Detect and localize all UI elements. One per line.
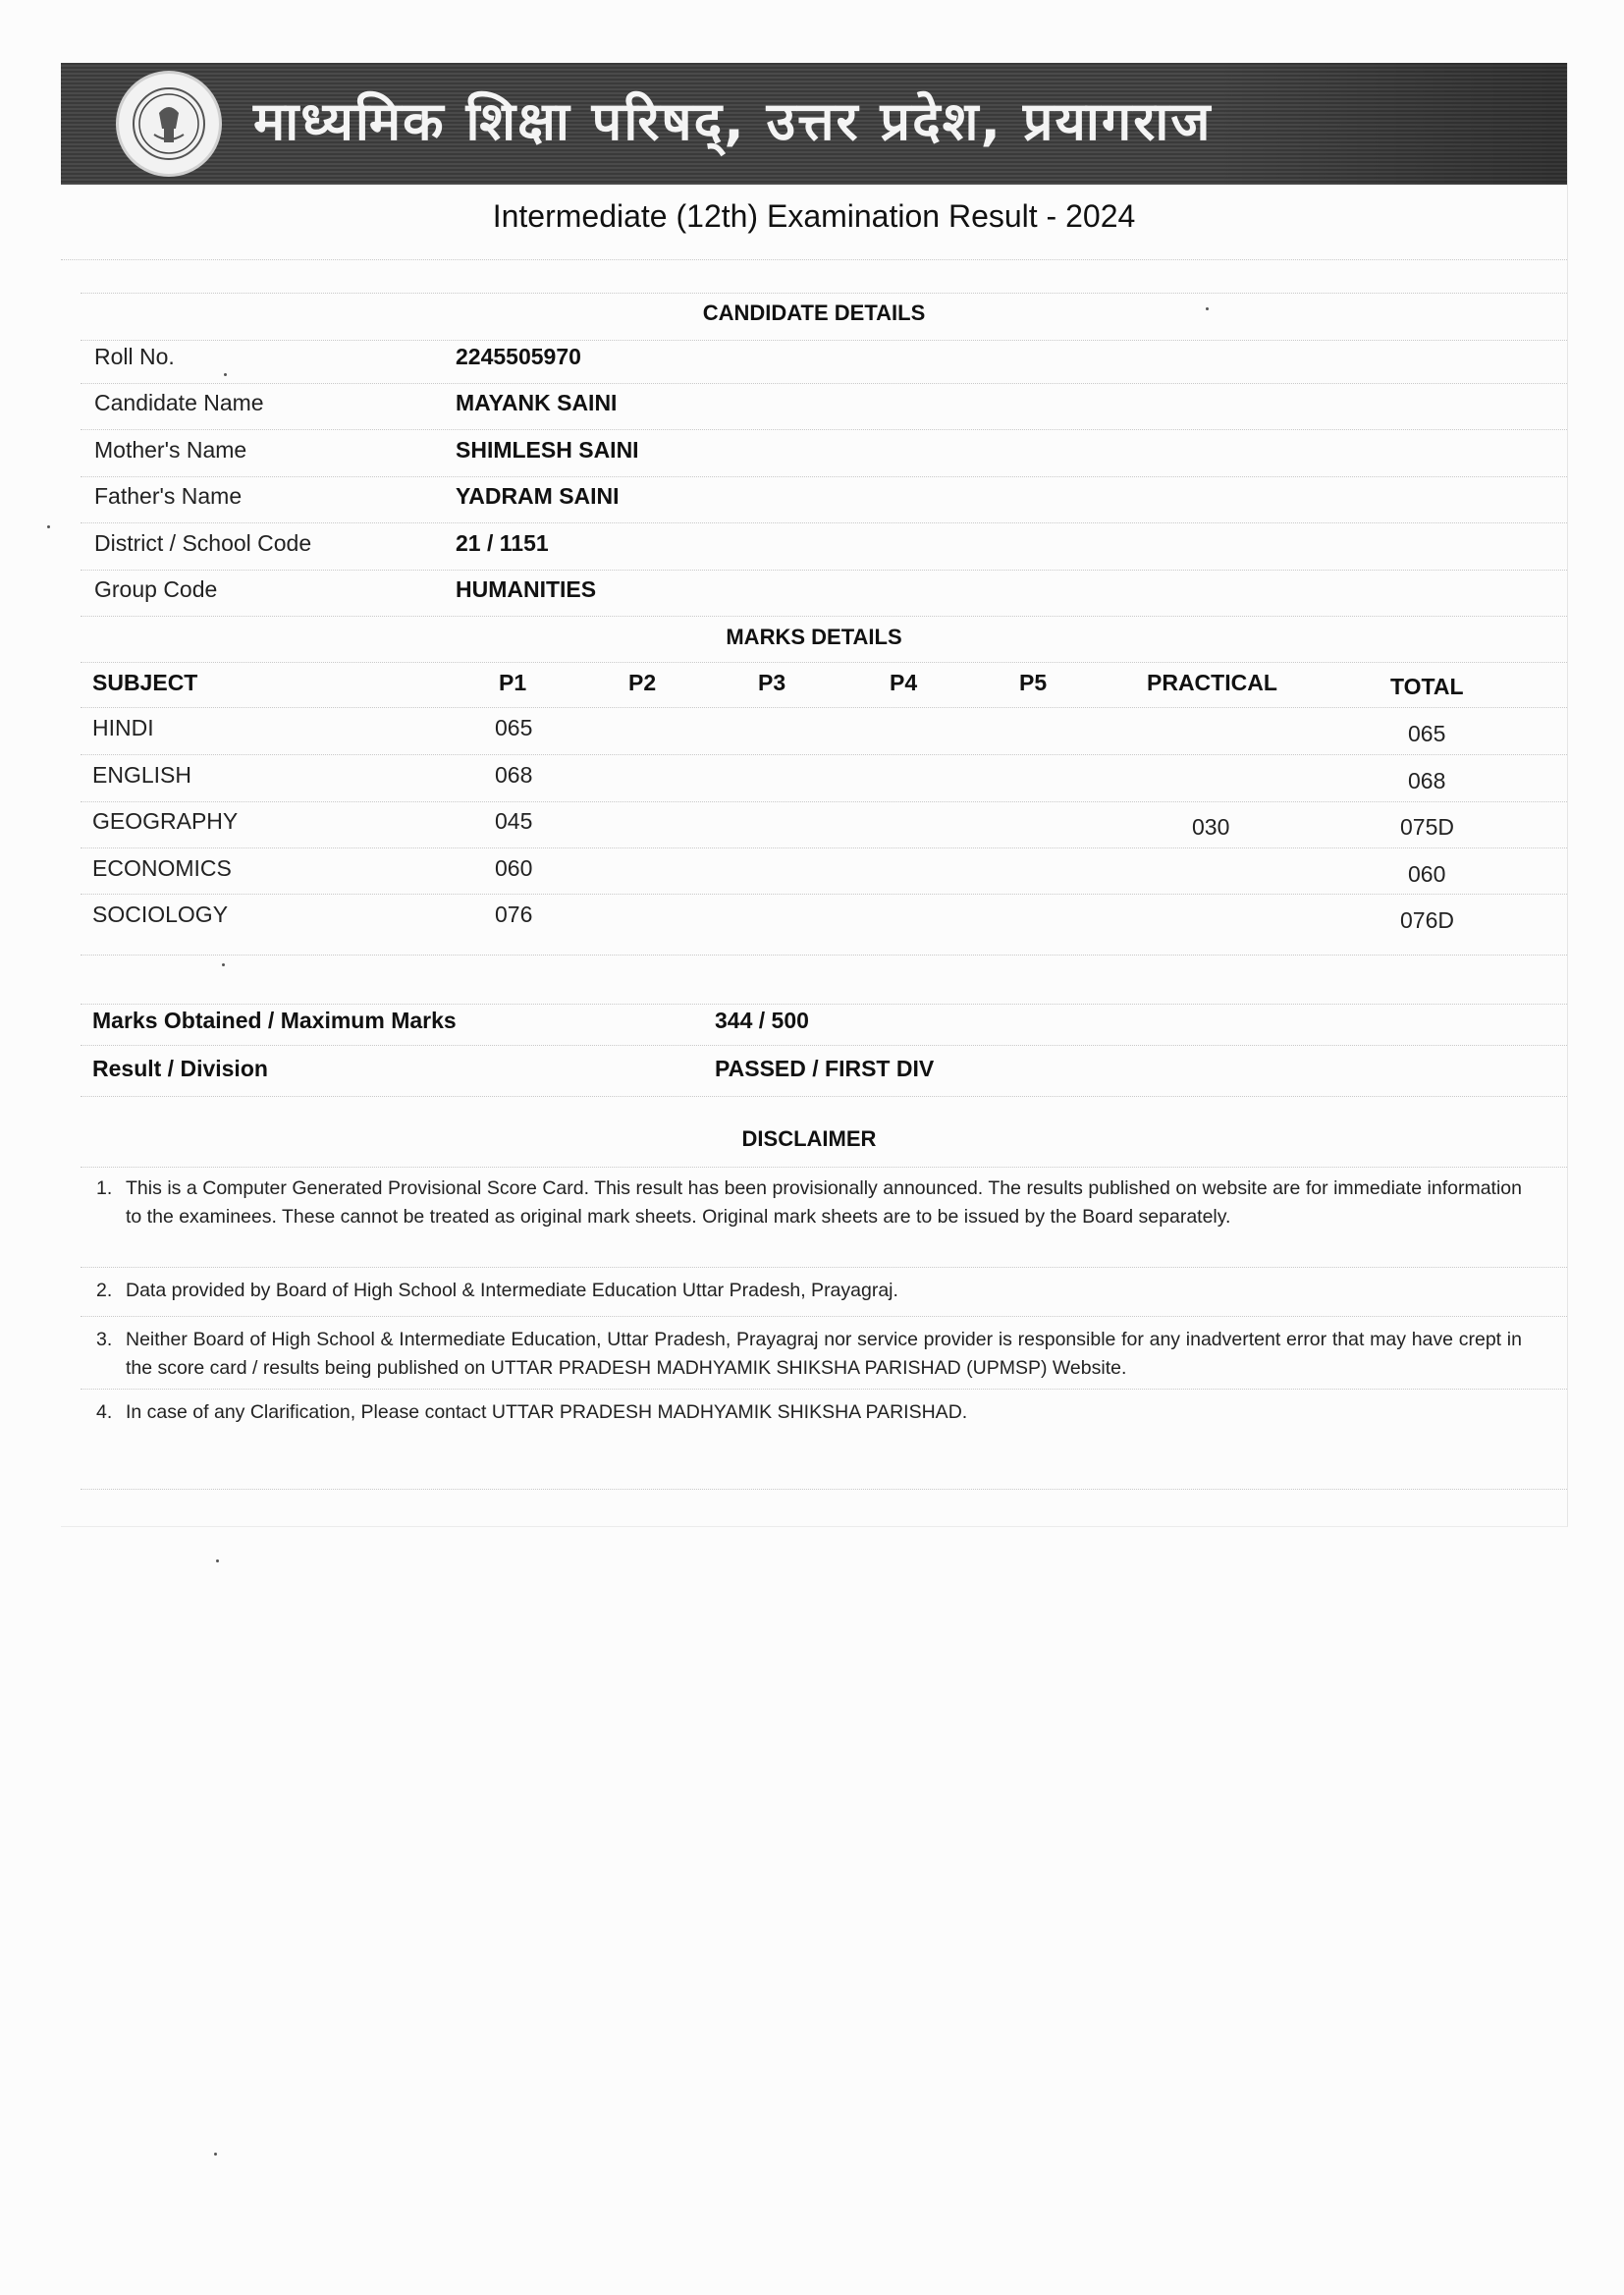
practical-cell: 030 [1192, 814, 1230, 840]
total-cell: 060 [1408, 861, 1446, 887]
subject-cell: ECONOMICS [92, 855, 232, 881]
header-banner [61, 63, 1567, 185]
col-header-p3: P3 [758, 670, 786, 695]
col-header-p2: P2 [628, 670, 657, 695]
col-header-p5: P5 [1019, 670, 1048, 695]
fathers-name-label: Father's Name [94, 483, 243, 509]
district-school-code-value: 21 / 1151 [456, 530, 549, 556]
total-cell: 076D [1400, 907, 1454, 933]
exam-title: Intermediate (12th) Examination Result - 2024 [492, 198, 1136, 234]
roll-no-label: Roll No. [94, 344, 175, 369]
scan-speck [47, 525, 50, 528]
group-code-value: HUMANITIES [456, 576, 597, 602]
mothers-name-value: SHIMLESH SAINI [456, 437, 639, 463]
col-header-p1: P1 [499, 670, 527, 695]
candidate-name-value: MAYANK SAINI [456, 390, 618, 415]
scan-speck [216, 1559, 219, 1562]
scan-speck [1206, 307, 1209, 310]
col-header-subject: SUBJECT [92, 670, 198, 695]
scan-speck [224, 373, 227, 376]
marks-details-title: MARKS DETAILS [726, 625, 902, 649]
district-school-code-label: District / School Code [94, 530, 312, 556]
scan-speck [222, 963, 225, 966]
p1-cell: 045 [495, 808, 533, 834]
col-header-practical: PRACTICAL [1147, 670, 1277, 695]
p1-cell: 065 [495, 715, 533, 740]
fathers-name-value: YADRAM SAINI [456, 483, 620, 509]
p1-cell: 060 [495, 855, 533, 881]
board-emblem-icon [116, 71, 222, 177]
subject-cell: ENGLISH [92, 762, 191, 788]
result-card: माध्यमिक शिक्षा परिषद्, उत्तर प्रदेश, प्रयागराज Intermediate (12th) Examination Result - 2024 CANDIDATE DETAILS Roll No. 2245505970 Candidate Name MAYANK SAINI Mother's Name SHIMLESH SAINI Father's Name YADRAM SAINI District / School Code 21 / 1151 Group Code HUMANITIES MARKS DETAILS SUBJECT P1 P2 P3 P4 P5 PRACTICAL TOTAL HINDI 065 065 ENGLISH 068 068 GEOGRAPHY 045 030 075D ECONOMICS 060 060 SOCIOLOGY 076 076D Marks Obtained / Maximum Marks 344 / 500 Result / Division PASSED / FIRST DIV DISCLAIMER 1. This is a Computer Generated Provisional Score Card. This result has been provisionally announced. The results published on website are for immediate information to the examinees. These cannot be treated as original mark sheets. Original mark sheets are to be issued by the Board separately. 2. Data provided by Board of High School & Intermediate Education Uttar Pradesh, Prayagraj. 3. Neither Board of High School & Intermediate Education, Uttar Pradesh, Prayagraj nor service provider is responsible for any inadvertent error that may have crept in the score card / results being published on UTTAR PRADESH MADHYAMIK SHIKSHA PARISHAD (UPMSP) Website. 4. In case of any Clarification, Please contact UTTAR PRADESH MADHYAMIK SHIKSHA PARISHAD. [61, 63, 1568, 1527]
p1-cell: 068 [495, 762, 533, 788]
subject-cell: GEOGRAPHY [92, 808, 239, 834]
candidate-details-title: CANDIDATE DETAILS [702, 301, 926, 325]
disclaimer-title: DISCLAIMER [741, 1126, 877, 1151]
p1-cell: 076 [495, 902, 533, 927]
marks-obtained-label: Marks Obtained / Maximum Marks [92, 1008, 457, 1033]
mothers-name-label: Mother's Name [94, 437, 247, 463]
board-name: माध्यमिक शिक्षा परिषद्, उत्तर प्रदेश, प्रयागराज [253, 90, 1213, 152]
result-division-value: PASSED / FIRST DIV [715, 1056, 935, 1081]
col-header-p4: P4 [890, 670, 918, 695]
candidate-name-label: Candidate Name [94, 390, 264, 415]
subject-cell: SOCIOLOGY [92, 902, 229, 927]
divider [81, 293, 1567, 294]
marks-obtained-value: 344 / 500 [715, 1008, 809, 1033]
roll-no-value: 2245505970 [456, 344, 581, 369]
divider [61, 259, 1567, 260]
group-code-label: Group Code [94, 576, 218, 602]
result-division-label: Result / Division [92, 1056, 268, 1081]
scan-speck [214, 2153, 217, 2156]
subject-cell: HINDI [92, 715, 154, 740]
total-cell: 068 [1408, 768, 1446, 793]
col-header-total: TOTAL [1390, 674, 1464, 699]
total-cell: 075D [1400, 814, 1454, 840]
total-cell: 065 [1408, 721, 1446, 746]
